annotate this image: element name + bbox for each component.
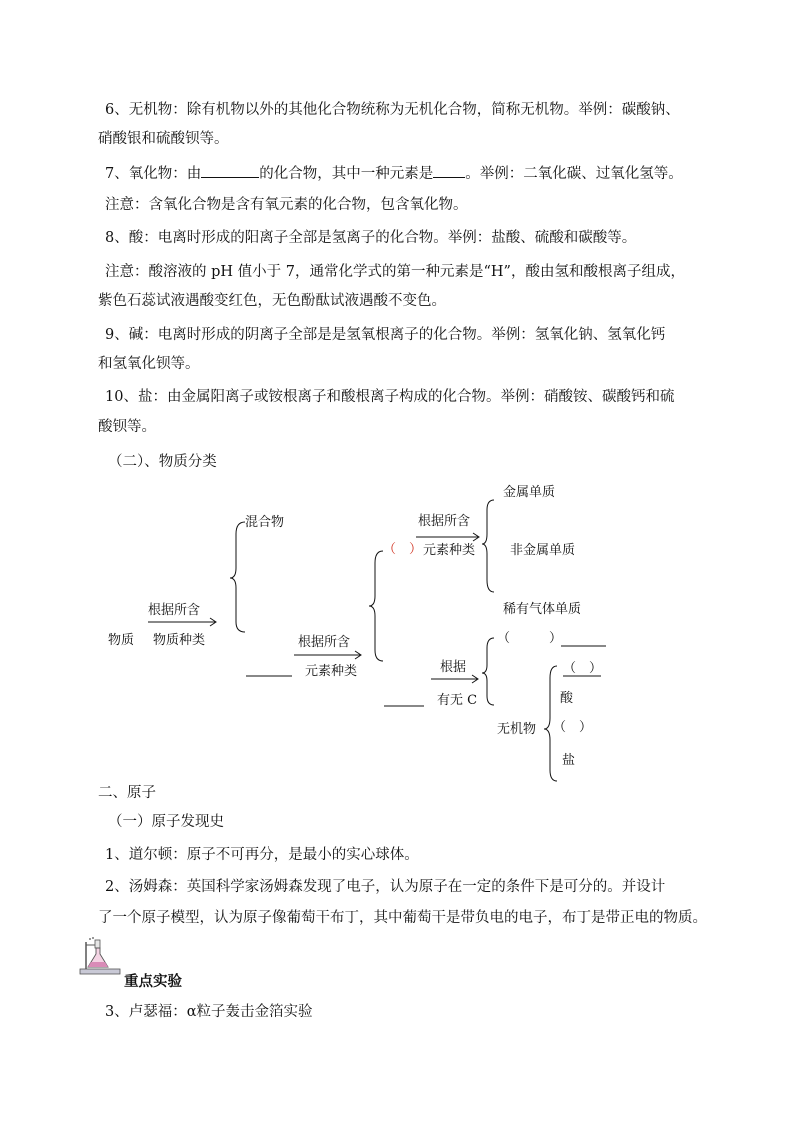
def-7-part-a: 7、氧化物：由 — [105, 166, 202, 182]
def-8: 8、酸：电离时形成的阳离子全部是氢离子的化合物。举例：盐酸、硫酸和碳酸等。 — [105, 230, 637, 246]
def-9-line-2: 和氢氧化钡等。 — [98, 356, 200, 372]
def-10-line-2: 酸钡等。 — [98, 419, 156, 435]
label-nonmetal-element: 非金属单质 — [510, 543, 576, 558]
atom-p1: 1、道尔顿：原子不可再分，是最小的实心球体。 — [105, 847, 419, 863]
label-by-contains-element: 根据所含 — [298, 635, 351, 650]
key-experiment-label: 重点实验 — [124, 973, 182, 990]
def-6-line-1: 6、无机物：除有机物以外的其他化合物统称为无机化合物，简称无机物。举例：碳酸钠、 — [105, 102, 680, 118]
atom-heading: 二、原子 — [98, 785, 156, 801]
atom-p2-line-1: 2、汤姆森：英国科学家汤姆森发现了电子，认为原子在一定的条件下是可分的。并设计 — [105, 879, 666, 895]
label-paren-red: （ ） — [383, 542, 423, 557]
flask-experiment-icon — [78, 936, 122, 976]
def-9-line-1: 9、碱：电离时形成的阴离子全部是是氢氧根离子的化合物。举例：氢氧化钠、氢氧化钙 — [105, 327, 666, 343]
label-salt: 盐 — [562, 753, 576, 768]
label-metal-element: 金属单质 — [503, 485, 556, 500]
def-10-line-1: 10、盐：由金属阳离子或铵根离子和酸根离子构成的化合物。举例：硝酸铵、碳酸钙和硫 — [105, 389, 675, 405]
label-noble-gas-element: 稀有气体单质 — [503, 602, 582, 617]
def-8-note-line-2: 紫色石蕊试液遇酸变红色，无色酚酞试液遇酸不变色。 — [98, 293, 446, 309]
atom-sub-heading: （一）原子发现史 — [108, 814, 224, 830]
label-substance: 物质 — [108, 633, 135, 648]
atom-p3: 3、卢瑟福：α粒子轰击金箔实验 — [105, 1004, 313, 1020]
label-acid: 酸 — [560, 691, 574, 706]
label-element-kind: 元素种类 — [305, 664, 358, 679]
label-paren-2: （ ） — [563, 661, 603, 676]
label-paren-blank: （ ） — [497, 631, 563, 646]
def-7-note: 注意：含氧化合物是含有氧元素的化合物，包含氧化物。 — [105, 197, 468, 213]
label-substance-kind: 物质种类 — [153, 633, 206, 648]
label-inorganic: 无机物 — [497, 722, 537, 737]
label-has-c: 有无 C — [437, 693, 478, 708]
def-6-line-2: 硝酸银和硫酸钡等。 — [98, 131, 229, 147]
label-by: 根据 — [440, 660, 467, 675]
label-mixture: 混合物 — [245, 515, 285, 530]
classification-heading: （二）、物质分类 — [108, 454, 217, 470]
atom-p2-line-2: 了一个原子模型，认为原子像葡萄干布丁，其中葡萄干是带负电的电子，布丁是带正电的物质。 — [98, 910, 707, 926]
def-7-part-c: 。举例：二氧化碳、过氧化氢等。 — [465, 166, 683, 182]
label-by-contains-element-2: 根据所含 — [418, 514, 471, 529]
label-paren-3: （ ） — [553, 720, 593, 735]
label-by-contains-substance: 根据所含 — [148, 603, 201, 618]
def-8-note-line-1: 注意：酸溶液的 pH 值小于 7，通常化学式的第一种元素是“H”，酸由氢和酸根离子组成， — [105, 264, 685, 280]
label-element-kind-2: 元素种类 — [423, 543, 476, 558]
def-7-part-b: 的化合物，其中一种元素是 — [259, 166, 434, 182]
